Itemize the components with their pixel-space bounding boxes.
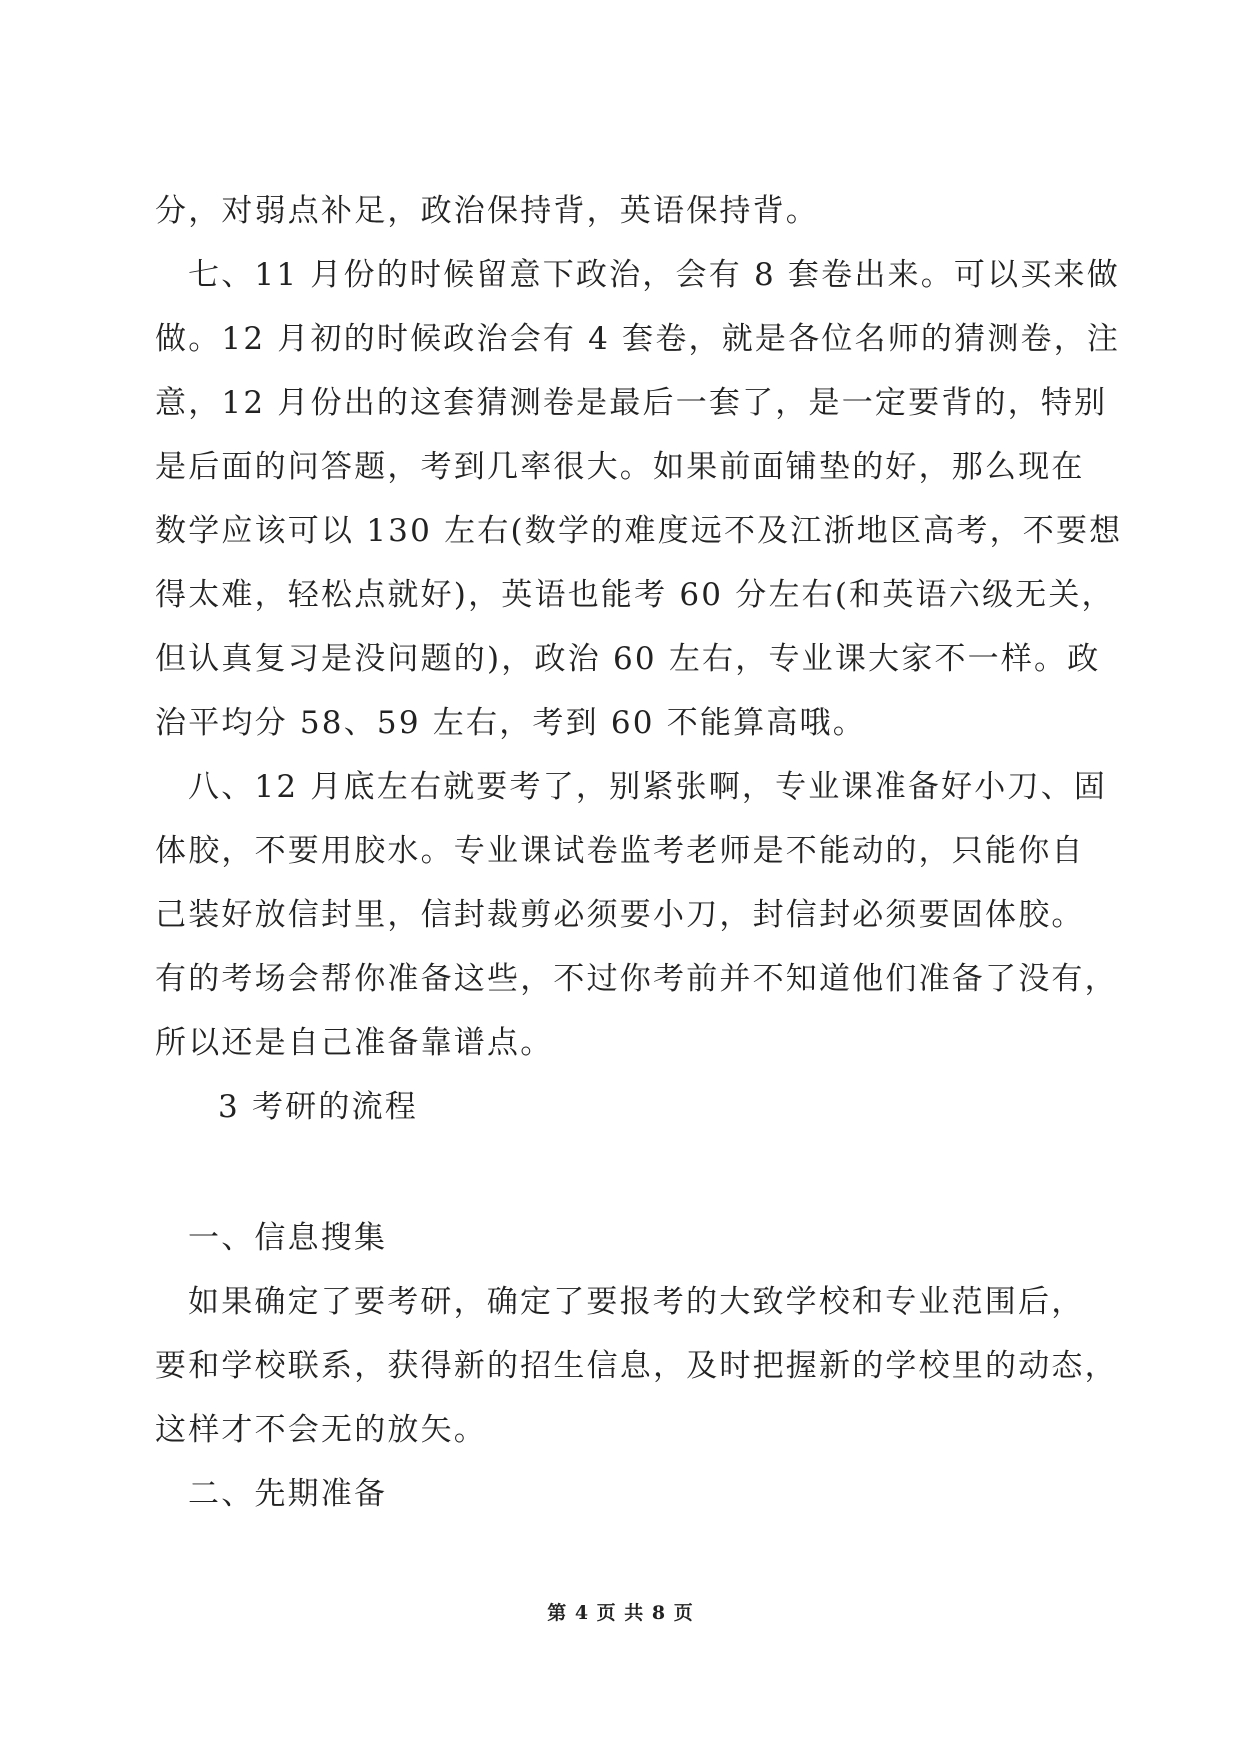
section-heading: 3 考研的流程 bbox=[218, 1089, 418, 1125]
text-line: 意，12 月份出的这套猜测卷是最后一套了，是一定要背的，特别 bbox=[155, 385, 1108, 421]
text-line: 得太难，轻松点就好)，英语也能考 60 分左右(和英语六级无关， bbox=[155, 577, 1115, 613]
subsection-heading: 二、先期准备 bbox=[188, 1476, 388, 1512]
text-line: 体胶，不要用胶水。专业课试卷监考老师是不能动的，只能你自 bbox=[155, 833, 1085, 869]
text-line: 但认真复习是没问题的)，政治 60 左右，专业课大家不一样。政 bbox=[155, 641, 1101, 677]
text-line: 治平均分 58、59 左右，考到 60 不能算高哦。 bbox=[155, 705, 866, 741]
text-line: 是后面的问答题，考到几率很大。如果前面铺垫的好，那么现在 bbox=[155, 449, 1085, 485]
text-line: 分，对弱点补足，政治保持背，英语保持背。 bbox=[155, 193, 819, 229]
text-line: 七、11 月份的时候留意下政治，会有 8 套卷出来。可以买来做 bbox=[188, 257, 1120, 293]
text-line: 有的考场会帮你准备这些，不过你考前并不知道他们准备了没有， bbox=[155, 961, 1118, 997]
text-line: 己装好放信封里，信封裁剪必须要小刀，封信封必须要固体胶。 bbox=[155, 897, 1085, 933]
text-line: 要和学校联系，获得新的招生信息，及时把握新的学校里的动态， bbox=[155, 1348, 1118, 1384]
page-number-footer: 第 4 页 共 8 页 bbox=[547, 1602, 694, 1624]
text-line: 数学应该可以 130 左右(数学的难度远不及江浙地区高考，不要想 bbox=[155, 513, 1123, 549]
text-line: 如果确定了要考研，确定了要报考的大致学校和专业范围后， bbox=[188, 1284, 1085, 1320]
text-line: 所以还是自己准备靠谱点。 bbox=[155, 1025, 554, 1061]
subsection-heading: 一、信息搜集 bbox=[188, 1220, 388, 1256]
text-line: 做。12 月初的时候政治会有 4 套卷，就是各位名师的猜测卷，注 bbox=[155, 321, 1121, 357]
text-line: 这样才不会无的放矢。 bbox=[155, 1412, 487, 1448]
text-line: 八、12 月底左右就要考了，别紧张啊，专业课准备好小刀、固 bbox=[188, 769, 1108, 805]
